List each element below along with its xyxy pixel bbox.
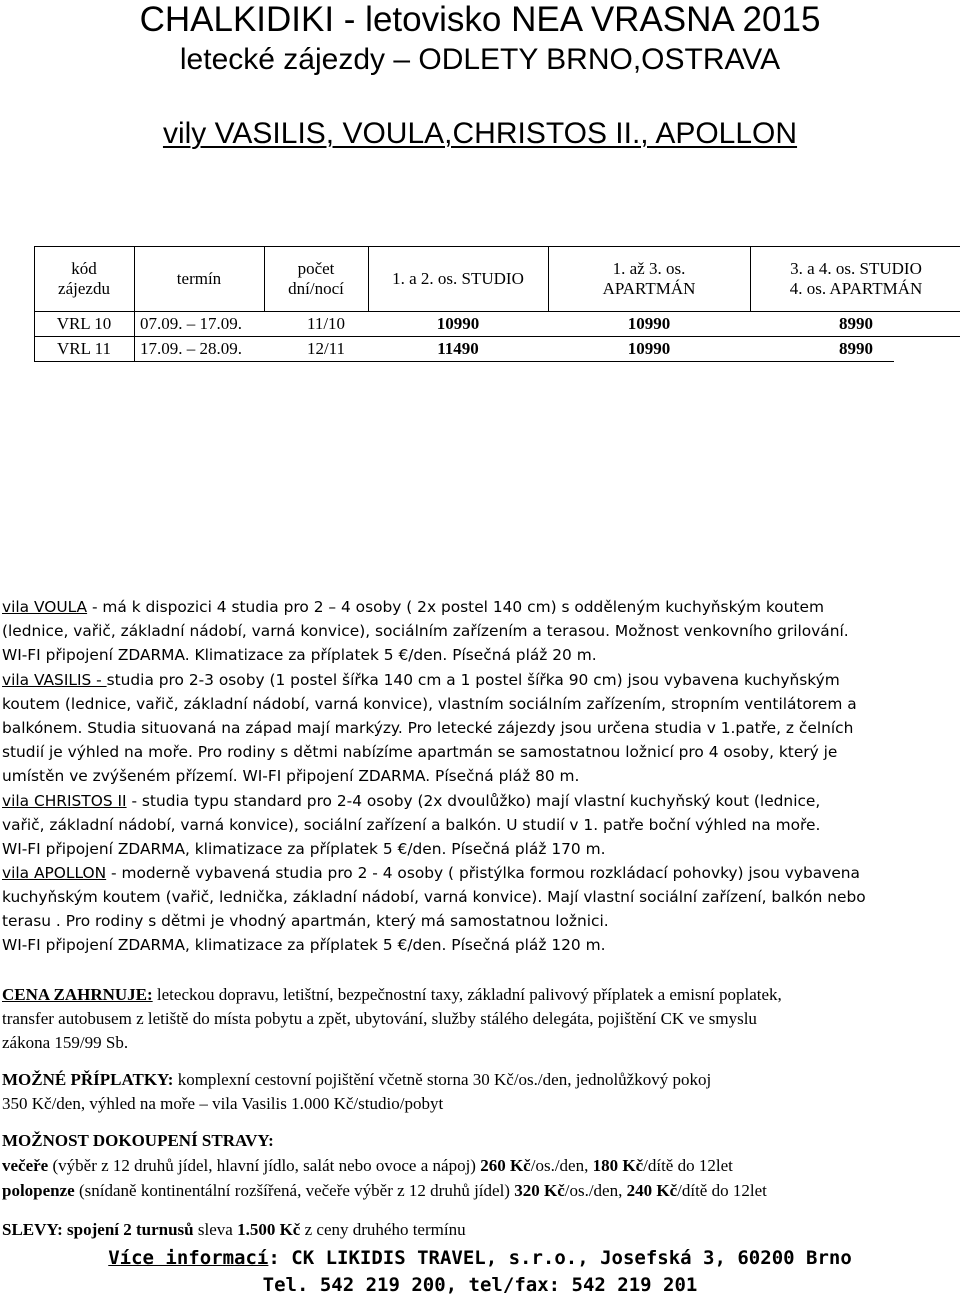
meals-halfboard	[2, 1181, 767, 1201]
header-apartment-line1: 1. až 3. os.	[612, 259, 686, 278]
voula-line2: (lednice, vařič, základní nádobí, varná konvice), sociálním zařízením a terasou. Možnost venkovního grilování.	[2, 622, 849, 640]
vasilis-text1: studia pro 2-3 osoby (1 postel šířka 140 cm a 1 postel šířka 90 cm) jsou vybavena kuchyňským	[106, 671, 840, 689]
vasilis-wifi: WI-FI připojení ZDARMA.	[242, 767, 431, 785]
villas-title: vily VASILIS, VOULA,CHRISTOS II., APOLLON	[162, 117, 798, 150]
footer-info-label: Více informací	[108, 1247, 269, 1269]
price-includes-label: CENA ZAHRNUJE:	[2, 985, 153, 1004]
surcharges-text1: komplexní cestovní pojištění včetně storna 30 Kč/os./den, jednolůžkový pokoj	[173, 1070, 712, 1089]
voula-wifi: WI-FI připojení ZDARMA	[2, 646, 185, 664]
header-nights	[264, 246, 368, 312]
surcharges-line1	[2, 1070, 711, 1090]
row1-price-apartment13: 10990	[627, 314, 671, 333]
dinner-text-b: /os./den,	[530, 1156, 593, 1175]
header-apartment-13	[548, 246, 750, 312]
dinner-price-child: 180 Kč	[592, 1156, 644, 1175]
voula-name: vila VOULA	[2, 598, 88, 616]
christos-wifi: WI-FI připojení ZDARMA	[2, 840, 185, 858]
page-title: CHALKIDIKI - letovisko NEA VRASNA 2015	[139, 0, 821, 39]
vasilis-text5b: Písečná pláž 80 m.	[430, 767, 580, 785]
header-term: termín	[176, 269, 222, 288]
price-includes-line2: transfer autobusem z letiště do místa pobytu a zpět, ubytování, služby stálého delegáta, pojištění CK ve smyslu	[2, 1009, 757, 1028]
halfboard-text-c: /dítě do 12let	[677, 1181, 767, 1200]
discounts-amount: 1.500 Kč	[237, 1220, 301, 1239]
dinner-label: večeře	[2, 1156, 49, 1175]
row2-price-apartment13: 10990	[627, 339, 671, 358]
row1-price-col34: 8990	[839, 314, 873, 333]
dinner-price-adult: 260 Kč	[480, 1156, 531, 1175]
apollon-line4	[2, 936, 605, 954]
halfboard-label: polopenze	[2, 1181, 75, 1200]
row2-term: 17.09. – 28.09.	[140, 339, 242, 358]
row1-code: VRL 10	[56, 314, 112, 333]
header-apartment-line2: APARTMÁN	[602, 279, 696, 298]
christos-name: vila CHRISTOS II	[2, 792, 127, 810]
header-nights-line2: dní/nocí	[288, 279, 344, 298]
voula-line3	[2, 646, 597, 664]
vasilis-name: vila VASILIS -	[2, 671, 107, 689]
surcharges-line2: 350 Kč/den, výhled na moře – vila Vasilis 1.000 Kč/studio/pobyt	[2, 1094, 444, 1113]
halfboard-price-adult: 320 Kč	[514, 1181, 565, 1200]
dinner-text: (výběr z 12 druhů jídel, hlavní jídlo, salát nebo ovoce a nápoj)	[48, 1156, 481, 1175]
row1-term: 07.09. – 17.09.	[140, 314, 242, 333]
halfboard-text: (snídaně kontinentální rozšířená, večeře výběr z 12 druhů jídel)	[74, 1181, 515, 1200]
price-table	[34, 246, 960, 362]
voula-text1: - má k dispozici 4 studia pro 2 – 4 osoby ( 2x postel 140 cm) s odděleným kuchyňským koutem	[87, 598, 824, 616]
vasilis-text5a: umístěn ve zvýšeném přízemí.	[2, 767, 243, 785]
row1-nights: 11/10	[306, 314, 346, 333]
meals-label: MOŽNOST DOKOUPENÍ STRAVY:	[2, 1131, 274, 1150]
header-code-line2: zájezdu	[58, 279, 110, 298]
footer-phone: Tel. 542 219 200, tel/fax: 542 219 201	[262, 1274, 698, 1296]
row1-price-studio12: 10990	[436, 314, 480, 333]
vasilis-line5	[2, 767, 579, 785]
vasilis-line4: studií je výhled na moře. Pro rodiny s dětmi nabízíme apartmán se samostatnou ložnicí pro 4 osoby, který je	[2, 743, 838, 761]
discounts-text-b: z ceny druhého termínu	[300, 1220, 466, 1239]
apollon-name: vila APOLLON	[2, 864, 107, 882]
surcharges-label: MOŽNÉ PŘÍPLATKY:	[2, 1070, 174, 1089]
meals-dinner	[2, 1156, 733, 1176]
header-studio-12: 1. a 2. os. STUDIO	[392, 269, 524, 288]
vasilis-line3: balkónem. Studia situovaná na západ mají markýzy. Pro letecké zájezdy jsou určena studia v 1.patře, z čelních	[2, 719, 854, 737]
vasilis-line1	[2, 671, 840, 689]
price-includes-line3: zákona 159/99 Sb.	[2, 1033, 129, 1052]
voula-text3: . Klimatizace za příplatek 5 €/den. Písečná pláž 20 m.	[184, 646, 597, 664]
header-col34-line1: 3. a 4. os. STUDIO	[790, 259, 922, 278]
price-includes-line1	[2, 985, 782, 1005]
discounts-text-a: sleva	[193, 1220, 238, 1239]
christos-text1: - studia typu standard pro 2-4 osoby (2x dvoulůžko) mají vlastní kuchyňský kout (lednice,	[126, 792, 821, 810]
page-subtitle: letecké zájezdy – ODLETY BRNO,OSTRAVA	[179, 43, 781, 76]
voula-line1	[2, 598, 824, 616]
header-col-34	[750, 246, 960, 312]
dinner-text-c: /dítě do 12let	[643, 1156, 733, 1175]
row2-code: VRL 11	[57, 339, 111, 358]
table-border-bottom	[34, 361, 894, 362]
header-code	[34, 246, 134, 312]
halfboard-text-b: /os./den,	[564, 1181, 627, 1200]
header-col34-line2: 4. os. APARTMÁN	[789, 279, 923, 298]
vasilis-line2: koutem (lednice, vařič, základní nádobí, varná konvice), vlastním sociálním zařízením, stropním ventilátorem a	[2, 695, 857, 713]
discounts-label: SLEVY: spojení 2 turnusů	[2, 1220, 194, 1239]
apollon-line3: terasu . Pro rodiny s dětmi je vhodný apartmán, který má samostatnou ložnici.	[2, 912, 609, 930]
row2-nights: 12/11	[306, 339, 346, 358]
apollon-text1: - moderně vybavená studia pro 2 - 4 osoby ( přistýlka formou rozkládací pohovky) jsou vybavena	[106, 864, 860, 882]
header-code-line1: kód	[71, 259, 97, 278]
row2-price-col34: 8990	[839, 339, 873, 358]
christos-text3: , klimatizace za příplatek 5 €/den. Písečná pláž 170 m.	[184, 840, 606, 858]
footer-contact	[0, 1245, 960, 1271]
row2-price-studio12: 11490	[437, 339, 479, 358]
price-includes-text1: leteckou dopravu, letištní, bezpečnostní taxy, základní palivový příplatek a emisní poplatek,	[152, 985, 782, 1004]
footer-address: : CK LIKIDIS TRAVEL, s.r.o., Josefská 3, 60200 Brno	[268, 1247, 852, 1269]
christos-line2: vařič, základní nádobí, varná konvice), sociální zařízení a balkón. U studií v 1. patře boční výhled na moře.	[2, 816, 821, 834]
christos-line3	[2, 840, 605, 858]
halfboard-price-child: 240 Kč	[626, 1181, 678, 1200]
apollon-wifi: WI-FI připojení ZDARMA,	[2, 936, 190, 954]
apollon-line1	[2, 864, 860, 882]
christos-line1	[2, 792, 820, 810]
apollon-text4: klimatizace za příplatek 5 €/den. Písečná pláž 120 m.	[189, 936, 606, 954]
discounts-line	[2, 1220, 466, 1240]
header-nights-line1: počet	[297, 259, 335, 278]
apollon-line2: kuchyňským koutem (vařič, lednička, základní nádobí, varná konvice). Mají vlastní sociální zařízení, balkón nebo	[2, 888, 866, 906]
